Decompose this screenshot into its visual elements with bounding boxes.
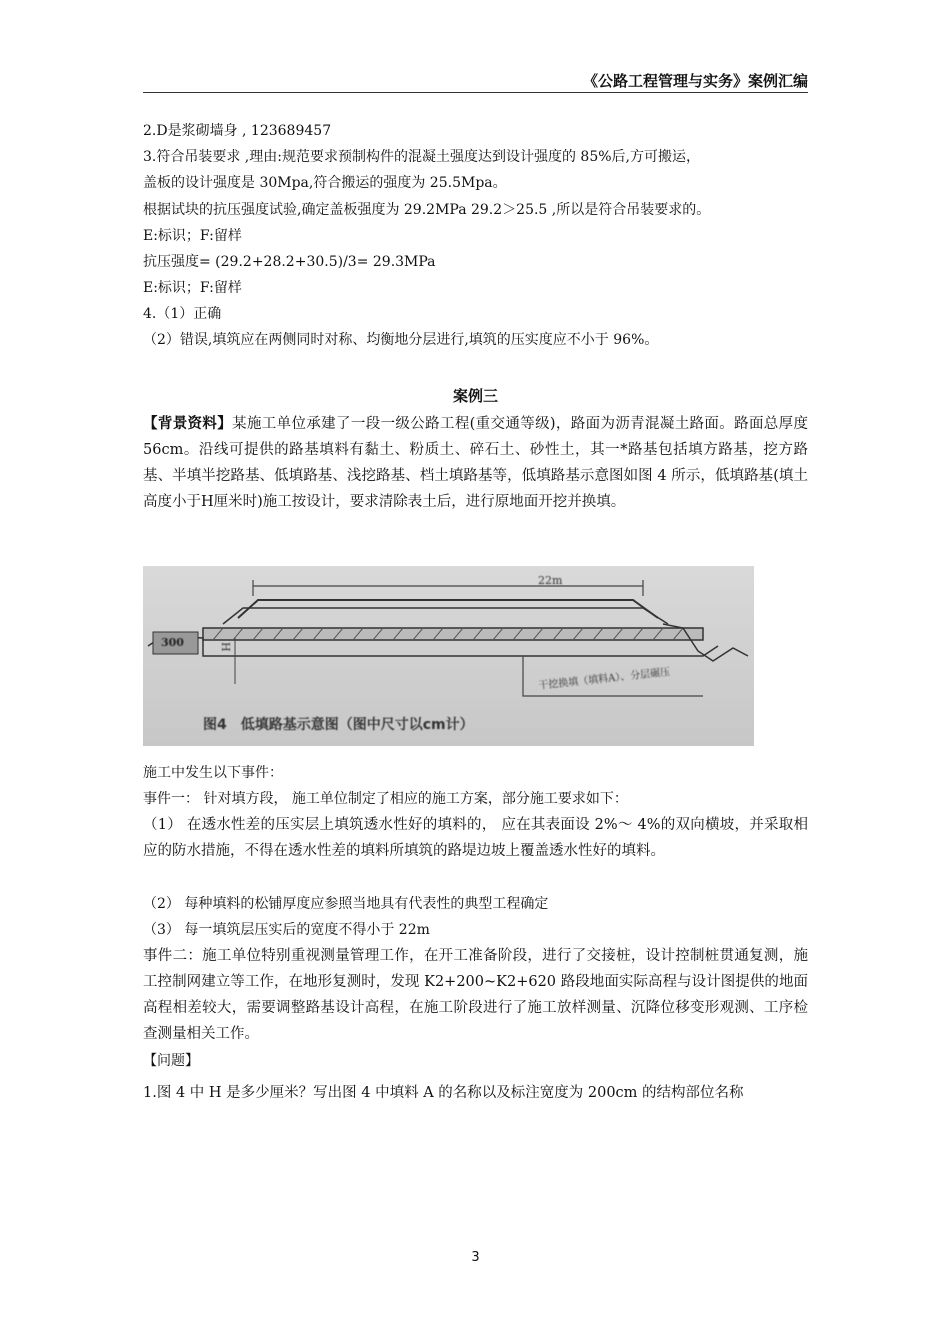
figure-height-label: H	[219, 642, 232, 652]
answer-line: 盖板的设计强度是 30Mpa,符合搬运的强度为 25.5Mpa。	[143, 175, 507, 191]
page-header: 《公路工程管理与实务》案例汇编	[582, 72, 808, 90]
event-2: 事件二：施工单位特别重视测量管理工作，在开工准备阶段，进行了交接桩，设计控制桩贯通复测，施工控制网建立等工作，在地形复测时，发现 K2+200~K2+620 路段地面实际高程与设计图提供的地面高程相差较大，需要调整路基设计高程，在施工阶段进行了施工放样测量、沉降位移变形观测、工序检查测量相关工作。	[143, 948, 808, 1042]
figure-fill-label: 干挖换填（填料A）、分层碾压	[537, 667, 671, 692]
header-rule	[143, 92, 808, 93]
answer-line: 抗压强度= (29.2+28.2+30.5)/3= 29.3MPa	[143, 254, 436, 270]
event-1-item-1: （1） 在透水性差的压实层上填筑透水性好的填料的， 应在其表面设 2%～ 4%的双向横坡，并采取相应的防水措施，不得在透水性差的填料所填筑的路堤边坡上覆盖透水性好的填料。	[143, 817, 808, 859]
event-1-title: 事件一： 针对填方段， 施工单位制定了相应的施工方案，部分施工要求如下：	[143, 791, 628, 807]
figure-left-label: 300	[161, 636, 184, 649]
background-paragraph	[143, 411, 808, 515]
page-number: 3	[471, 1250, 480, 1265]
answer-line: E:标识；F:留样	[143, 228, 242, 244]
answer-line: 3.符合吊装要求 ,理由:规范要求预制构件的混凝土强度达到设计强度的 85%后,方可搬运，	[143, 149, 700, 165]
answer-line: E:标识；F:留样	[143, 280, 242, 296]
answer-line: 根据试块的抗压强度试验,确定盖板强度为 29.2MPa 29.2＞25.5 ,所以是符合吊装要求的。	[143, 202, 711, 218]
event-1-item-3: （3） 每一填筑层压实后的宽度不得小于 22m	[143, 922, 430, 938]
events-intro: 施工中发生以下事件：	[143, 765, 283, 781]
figure-caption: 图4 低填路基示意图（图中尺寸以cm计）	[203, 717, 474, 733]
question-1: 1.图 4 中 H 是多少厘米？写出图 4 中填料 A 的名称以及标注宽度为 200cm 的结构部位名称	[143, 1085, 744, 1101]
figure-width-label: 22m	[538, 574, 563, 587]
background-label: 【背景资料】	[143, 415, 233, 432]
answer-line: （2）错误,填筑应在两侧同时对称、均衡地分层进行,填筑的压实度应不小于 96%。	[143, 332, 659, 348]
section-title: 案例三	[452, 387, 498, 405]
questions-label: 【问题】	[143, 1053, 199, 1069]
background-text: 某施工单位承建了一段一级公路工程(重交通等级)，路面为沥青混凝土路面。路面总厚度 56cm。沿线可提供的路基填料有黏土、粉质土、碎石土、砂性土，其一*路基包括填方路基，挖方路基、半填半挖路基、低填路基、浅挖路基、档土填路基等，低填路基示意图如图 4 所示，低填路基(填土高度小于H厘米时)施工按设计，要求清除表土后，进行原地面开挖并换填。	[143, 416, 809, 510]
figure-low-fill-subgrade	[143, 566, 754, 746]
event-1-item-2: （2） 每种填料的松铺厚度应参照当地具有代表性的典型工程确定	[143, 896, 549, 912]
answer-line: 2.D是浆砌墙身 , 123689457	[143, 123, 332, 139]
answer-line: 4.（1）正确	[143, 306, 222, 322]
